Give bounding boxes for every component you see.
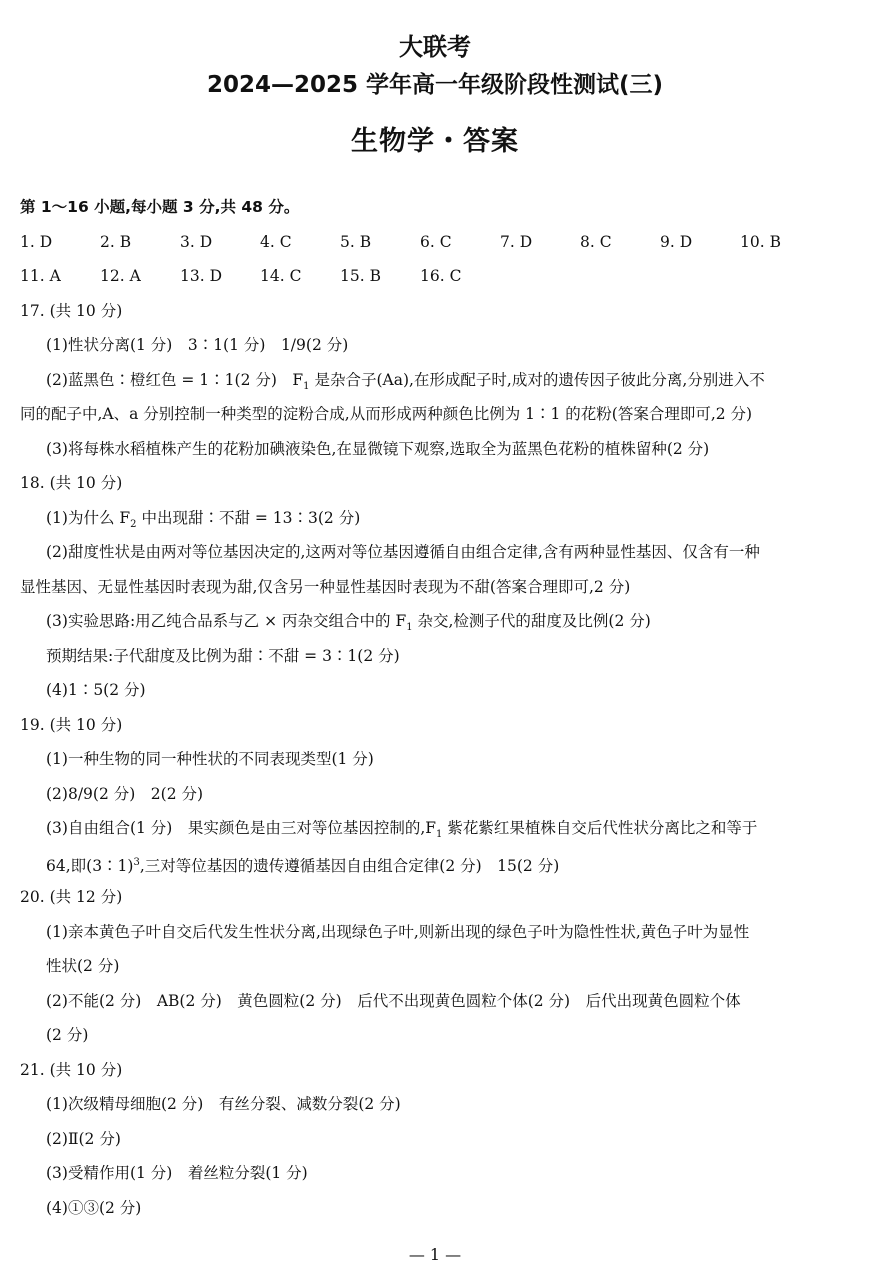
q17-answer-3: (3)将每株水稻植株产生的花粉加碘液染色,在显微镜下观察,选取全为蓝黑色花粉的植株留种(2 分) <box>46 439 710 458</box>
q20-answer-2: (2)不能(2 分) AB(2 分) 黄色圆粒(2 分) 后代不出现黄色圆粒个体(2 分) 后代出现黄色圆粒个体 <box>46 991 741 1010</box>
q18-answer-4: (4)1∶5(2 分) <box>46 681 146 699</box>
q18-answer-1 <box>20 501 850 536</box>
q17-answer-2-pre: (2)蓝黑色∶橙红色 = 1∶1(2 分) F <box>46 370 304 389</box>
answer-content <box>20 190 850 1225</box>
mc-answer-row-1 <box>20 225 850 260</box>
q18-answer-1-pre: (1)为什么 F <box>46 508 131 527</box>
q18-answer-1-post: 中出现甜∶不甜 = 13∶3(2 分) <box>136 508 361 527</box>
mc-answer: 16. C <box>420 267 462 285</box>
mc-answer: 10. B <box>740 232 781 251</box>
q19-answer-3-cont-post: ,三对等位基因的遗传遵循基因自由组合定律(2 分) 15(2 分) <box>139 856 560 875</box>
mc-answer-row-2 <box>20 259 850 294</box>
mc-answer: 11. A <box>20 267 61 285</box>
q19-answer-2: (2)8/9(2 分) 2(2 分) <box>46 784 204 803</box>
mc-answer: 3. D <box>180 232 213 251</box>
exam-title: 2024—2025 学年高一年级阶段性测试(三) <box>206 72 664 98</box>
q17-answer-2-cont: 同的配子中,A、a 分别控制一种类型的淀粉合成,从而形成两种颜色比例为 1∶1 的花粉(答案合理即可,2 分) <box>20 405 753 423</box>
question-21-title: 21. (共 10 分) <box>20 1060 123 1079</box>
mc-answer: 4. C <box>260 232 292 251</box>
q21-answer-2: (2)Ⅱ(2 分) <box>46 1129 121 1148</box>
q19-answer-1: (1)一种生物的同一种性状的不同表现类型(1 分) <box>46 750 374 768</box>
question-18-title: 18. (共 10 分) <box>20 474 123 492</box>
mc-intro: 第 1～16 小题,每小题 3 分,共 48 分。 <box>20 198 300 216</box>
mc-answer: 1. D <box>20 232 53 251</box>
mc-answer: 12. A <box>100 267 141 285</box>
q18-expected-result: 预期结果:子代甜度及比例为甜∶不甜 = 3∶1(2 分) <box>46 646 400 665</box>
q20-answer-2-cont: (2 分) <box>46 1026 89 1044</box>
q18-answer-3 <box>20 604 850 639</box>
subscript: 1 <box>406 622 413 634</box>
q19-answer-3-cont <box>20 846 850 881</box>
subscript: 1 <box>436 829 443 841</box>
q21-answer-1: (1)次级精母细胞(2 分) 有丝分裂、减数分裂(2 分) <box>46 1095 401 1113</box>
subscript: 2 <box>130 518 137 530</box>
superscript: 3 <box>133 856 140 868</box>
q18-answer-2-cont: 显性基因、无显性基因时表现为甜,仅含另一种显性基因时表现为不甜(答案合理即可,2 分) <box>20 577 631 596</box>
mc-answer: 14. C <box>260 267 302 285</box>
question-17-title: 17. (共 10 分) <box>20 301 123 320</box>
q18-answer-3-post: 杂交,检测子代的甜度及比例(2 分) <box>412 612 651 630</box>
mc-answer: 2. B <box>100 232 132 251</box>
mc-answer: 13. D <box>180 267 223 285</box>
mc-answer: 6. C <box>420 232 452 251</box>
subscript: 1 <box>303 380 310 392</box>
mc-answer: 5. B <box>340 232 372 251</box>
mc-answer: 8. C <box>580 232 612 251</box>
mc-answer: 9. D <box>660 232 693 251</box>
q18-answer-3-pre: (3)实验思路:用乙纯合品系与乙 × 丙杂交组合中的 F <box>46 612 407 630</box>
q17-answer-2 <box>20 363 850 398</box>
q19-answer-3-cont-pre: 64,即(3∶1) <box>46 856 134 875</box>
q17-answer-2-post: 是杂合子(Aa),在形成配子时,成对的遗传因子彼此分离,分别进入不 <box>309 370 765 389</box>
question-20-title: 20. (共 12 分) <box>20 888 123 906</box>
document-header <box>0 30 870 162</box>
q20-answer-1: (1)亲本黄色子叶自交后代发生性状分离,出现绿色子叶,则新出现的绿色子叶为隐性性状,黄色子叶为显性 <box>46 922 750 941</box>
q21-answer-3: (3)受精作用(1 分) 着丝粒分裂(1 分) <box>46 1164 308 1182</box>
question-19-title: 19. (共 10 分) <box>20 715 123 734</box>
q19-answer-3 <box>20 811 850 846</box>
q19-answer-3-pre: (3)自由组合(1 分) 果实颜色是由三对等位基因控制的,F <box>46 819 437 837</box>
q20-answer-1-cont: 性状(2 分) <box>46 957 120 975</box>
mc-answer: 15. B <box>340 267 381 285</box>
q19-answer-3-post: 紫花紫红果植株自交后代性状分离比之和等于 <box>442 819 758 837</box>
page-number: — 1 — <box>408 1245 462 1264</box>
exam-series-title: 大联考 <box>399 33 471 61</box>
q21-answer-4: (4)①③(2 分) <box>46 1198 142 1217</box>
subject-title: 生物学・答案 <box>351 126 519 157</box>
q18-answer-2: (2)甜度性状是由两对等位基因决定的,这两对等位基因遵循自由组合定律,含有两种显性基因、仅含有一种 <box>46 543 760 561</box>
q17-answer-1: (1)性状分离(1 分) 3∶1(1 分) 1/9(2 分) <box>46 336 349 354</box>
mc-answer: 7. D <box>500 232 533 251</box>
